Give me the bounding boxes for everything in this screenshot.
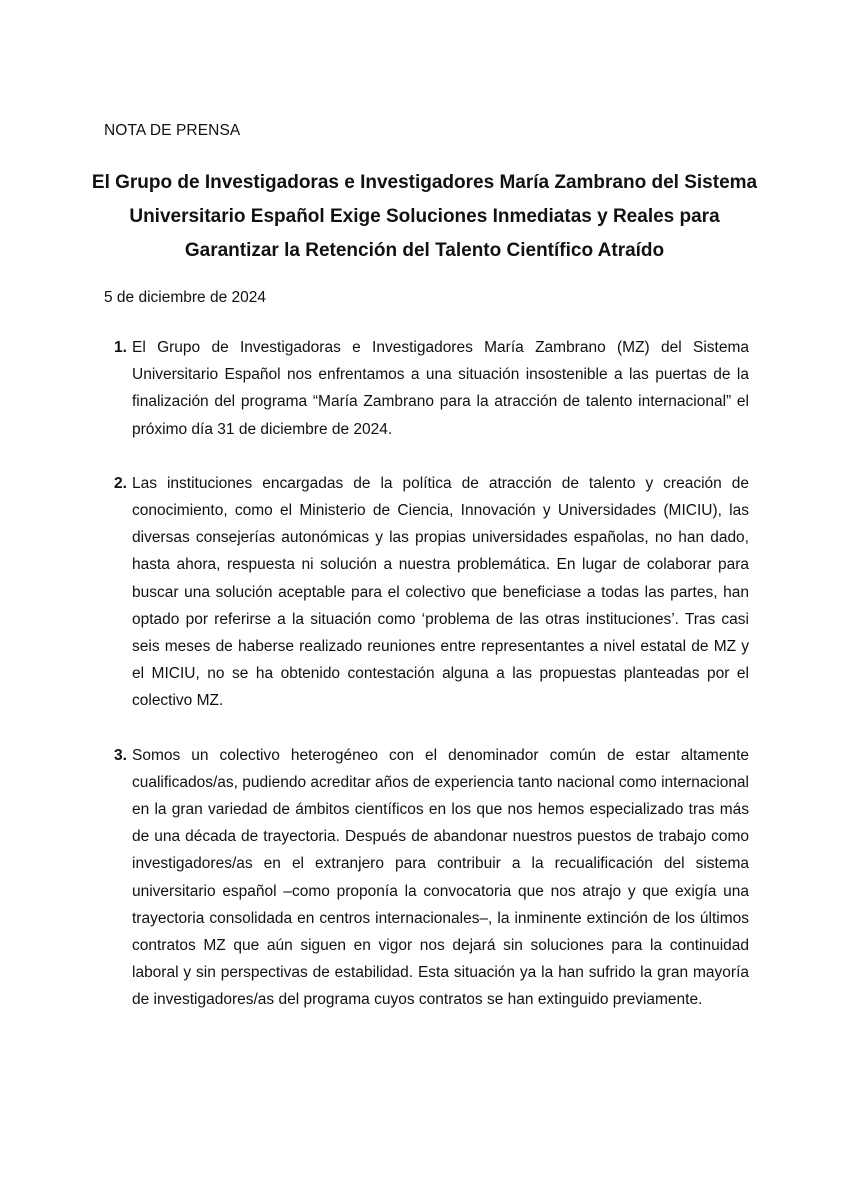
list-item: [104, 742, 749, 1014]
document-label: NOTA DE PRENSA: [104, 122, 241, 139]
press-release-headline: El Grupo de Investigadoras e Investigadores María Zambrano del Sistema Universitario Español Exige Soluciones Inmediatas y Reales para Garantizar la Retención del Talento Científico Atraído: [91, 172, 758, 261]
item-text: Las instituciones encargadas de la política de atracción de talento y creación de conocimiento, como el Ministerio de Ciencia, Innovación y Universidades (MICIU), las diversas consejerías autonómicas y las propias universidades españolas, no han dado, hasta ahora, respuesta ni solución a nuestra problemática. En lugar de colaborar para buscar una solución aceptable para el colectivo que beneficiase a todas las partes, han optado por referirse a la situación como ‘problema de las otras instituciones’. Tras casi seis meses de haberse realizado reuniones entre representantes a nivel estatal de MZ y el MICIU, no se ha obtenido contestación alguna a las propuestas planteadas por el colectivo MZ.: [132, 474, 749, 710]
publication-date: 5 de diciembre de 2024: [104, 289, 267, 306]
item-text: El Grupo de Investigadoras e Investigadores María Zambrano (MZ) del Sistema Universitario Español nos enfrentamos a una situación insostenible a las puertas de la finalización del programa “María Zambrano para la atracción de talento internacional” el próximo día 31 de diciembre de 2024.: [132, 339, 749, 438]
item-text: Somos un colectivo heterogéneo con el denominador común de estar altamente cualificados/as, pudiendo acreditar años de experiencia tanto nacional como internacional en la gran variedad de ámbitos científicos en los que nos hemos especializado tras más de una década de trayectoria. Después de abandonar nuestros puestos de trabajo como investigadores/as en el extranjero para contribuir a la recualificación del sistema universitario español –como proponía la convocatoria que nos atrajo y que exigía una trayectoria consolidada en centros internacionales–, la inminente extinción de los últimos contratos MZ que aún siguen en vigor nos dejará sin soluciones para la continuidad laboral y sin perspectivas de estabilidad. Esta situación ya la han sufrido la gran mayoría de investigadores/as del programa cuyos contratos se han extinguido previamente.: [132, 746, 749, 1009]
item-number: 3.: [114, 746, 127, 764]
list-item: [104, 470, 749, 715]
list-item: [104, 334, 749, 443]
item-number: 1.: [114, 339, 127, 356]
item-number: 2.: [114, 474, 127, 492]
numbered-points-list: [104, 334, 749, 1041]
